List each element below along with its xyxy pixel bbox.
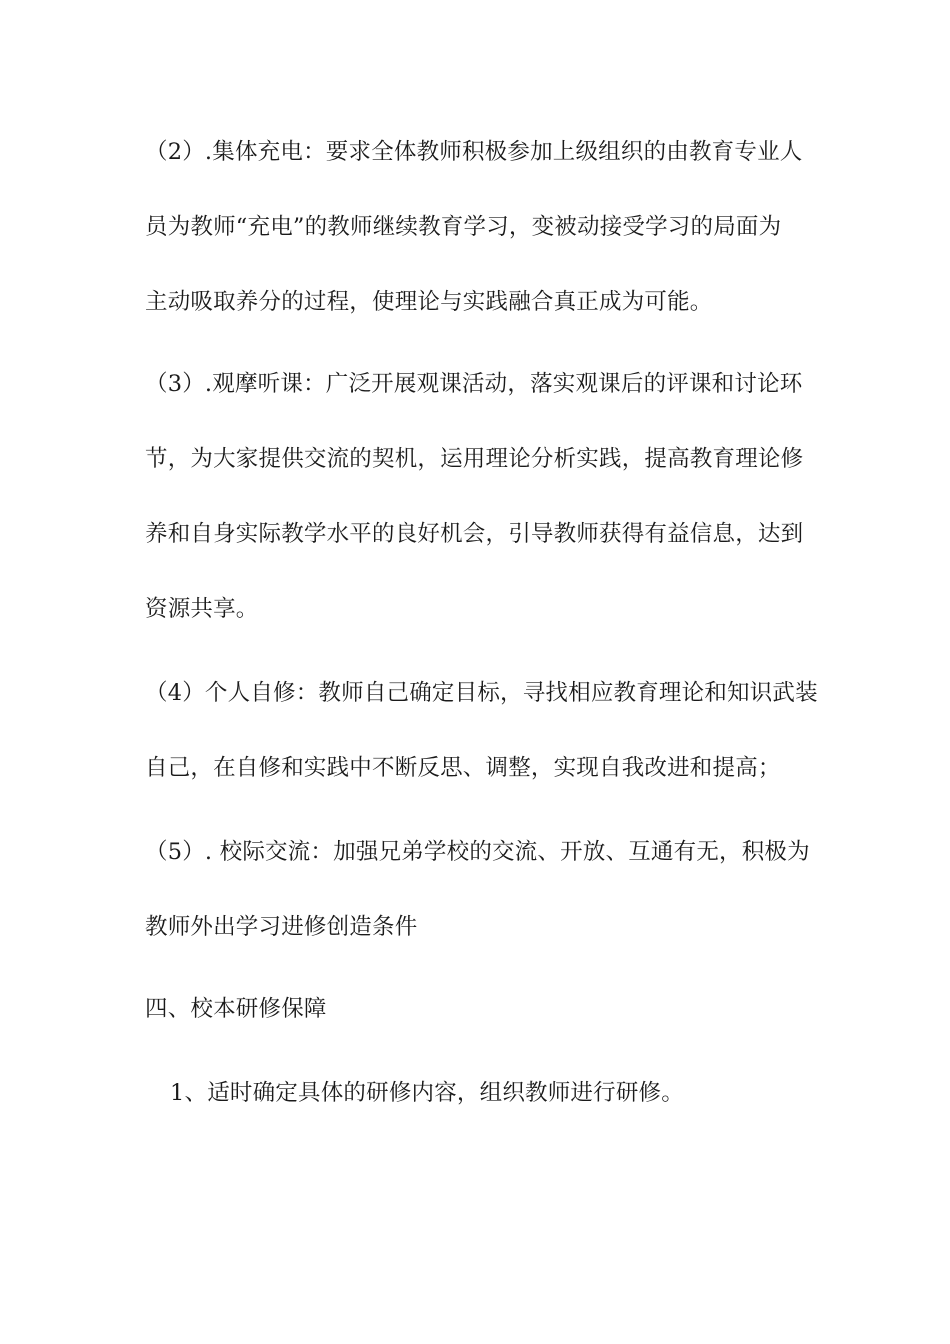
paragraph-3-line-1: （3）.观摩听课：广泛开展观课活动，落实观课后的评课和讨论环 (145, 371, 803, 397)
paragraph-3-line-4: 资源共享。 (145, 596, 259, 622)
section-heading: 四、校本研修保障 (145, 996, 327, 1022)
list-item-1: 1、适时确定具体的研修内容，组织教师进行研修。 (170, 1080, 684, 1106)
paragraph-5-line-1: （5）. 校际交流：加强兄弟学校的交流、开放、互通有无，积极为 (145, 839, 810, 865)
paragraph-4-line-1: （4）个人自修：教师自己确定目标，寻找相应教育理论和知识武装 (145, 680, 818, 706)
paragraph-2-line-3: 主动吸取养分的过程，使理论与实践融合真正成为可能。 (145, 289, 713, 315)
paragraph-3-line-3: 养和自身实际教学水平的良好机会，引导教师获得有益信息，达到 (145, 521, 804, 547)
paragraph-4-line-2: 自己，在自修和实践中不断反思、调整，实现自我改进和提高； (145, 755, 781, 781)
paragraph-3-line-2: 节，为大家提供交流的契机，运用理论分析实践，提高教育理论修 (145, 446, 804, 472)
paragraph-2-line-2: 员为教师“充电”的教师继续教育学习，变被动接受学习的局面为 (145, 214, 782, 240)
paragraph-5-line-2: 教师外出学习进修创造条件 (145, 914, 418, 940)
paragraph-2-line-1: （2）.集体充电：要求全体教师积极参加上级组织的由教育专业人 (145, 139, 803, 165)
